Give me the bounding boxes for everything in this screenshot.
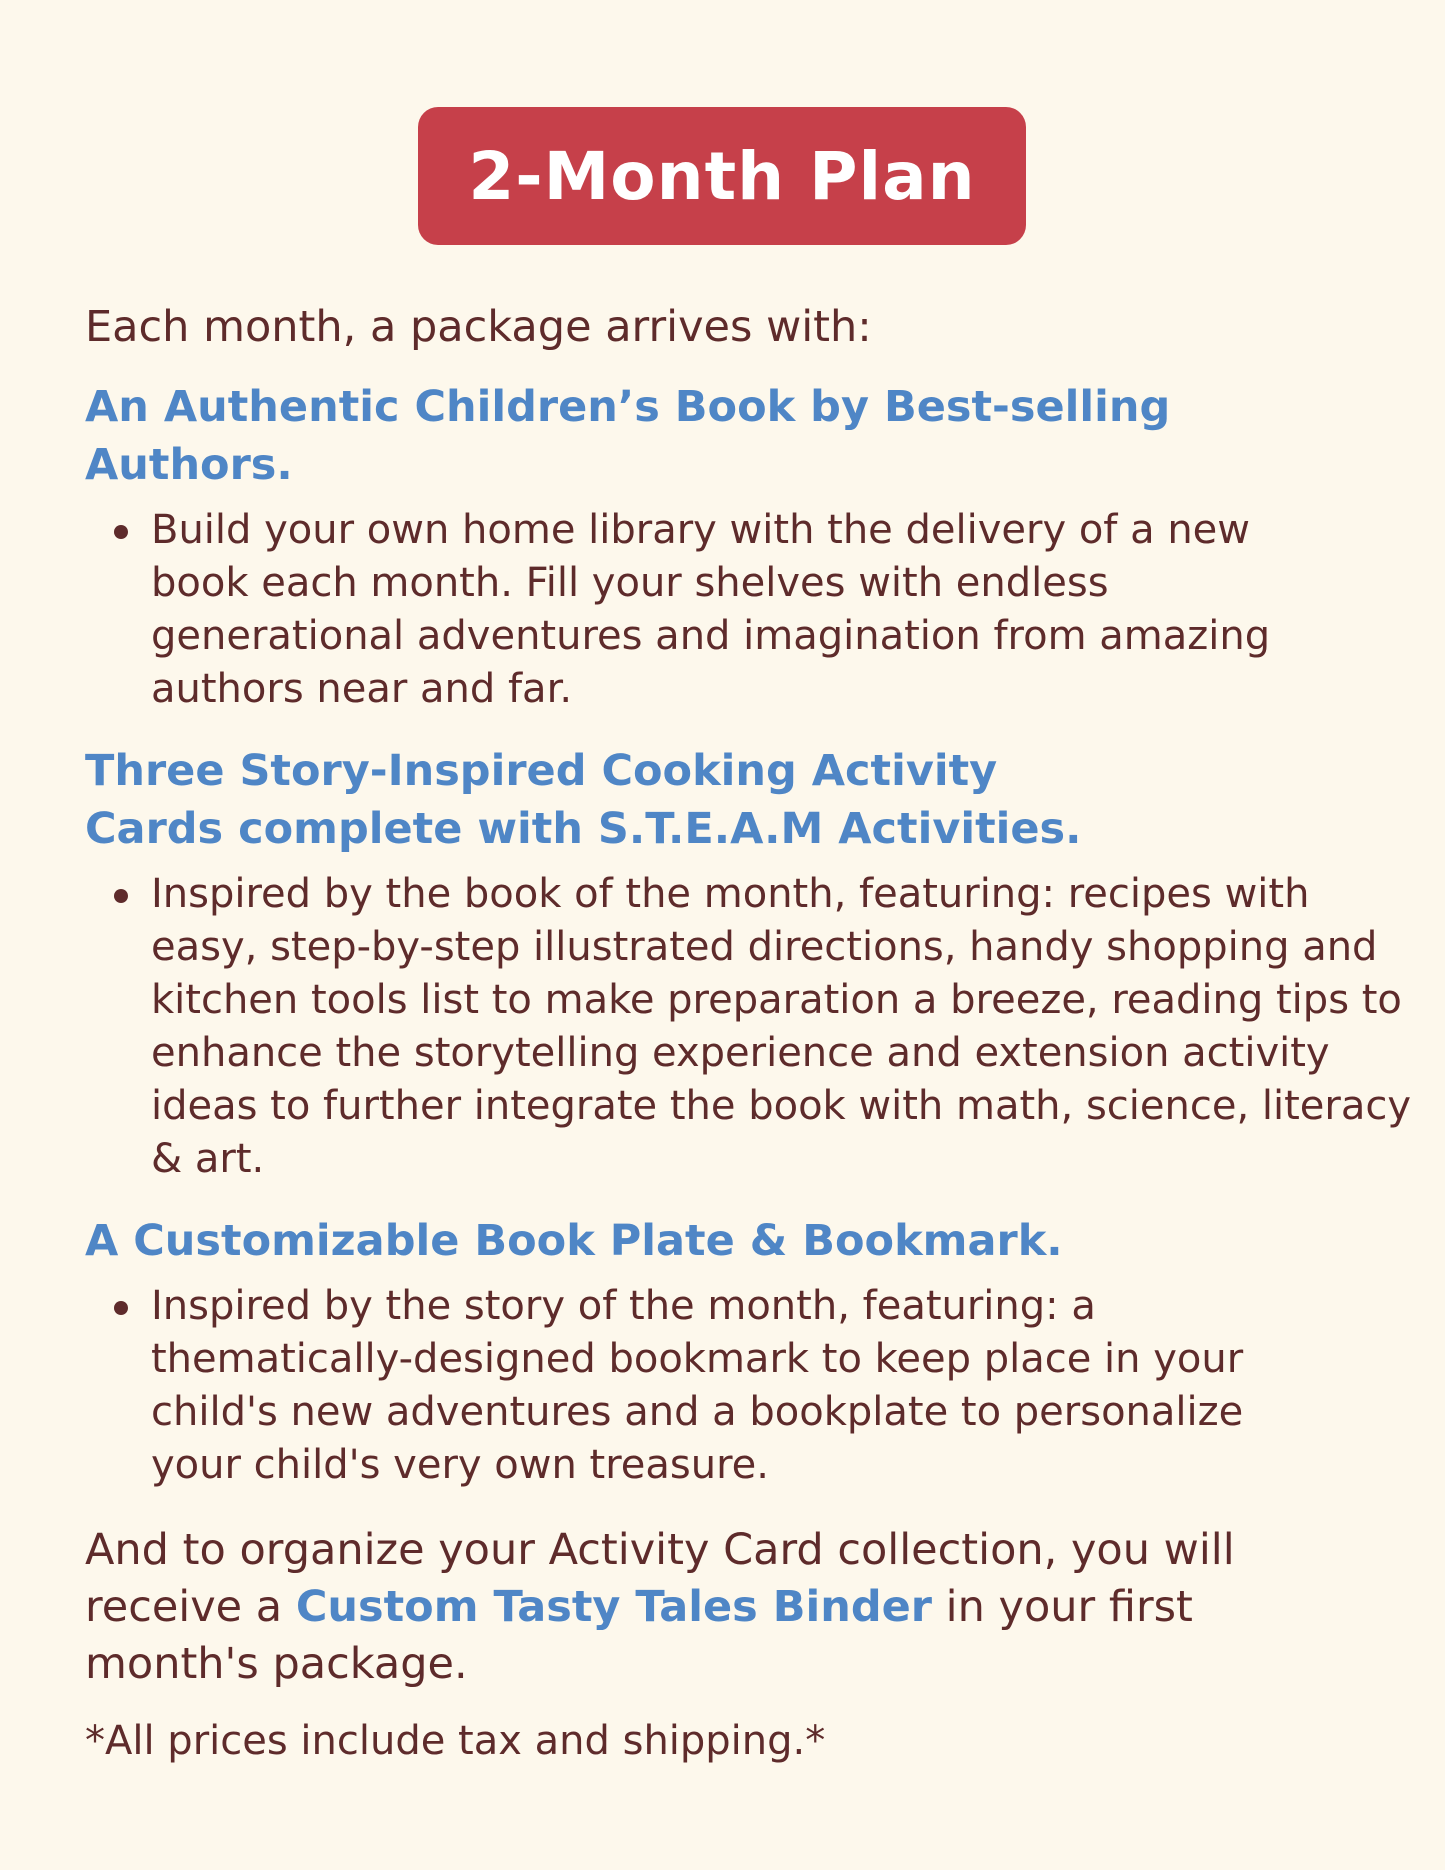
list-item xyxy=(85,504,1331,716)
section-heading-book: An Authentic Children’s Book by Best-selling Authors. xyxy=(85,381,1171,490)
plan-content xyxy=(85,300,1412,1767)
bullet-text: Inspired by the book of the month, featuring: recipes with easy, step-by-step illustrated directions, handy shopping and kitchen tools list to make preparation a breeze, reading tips to enhance the storytelling experience and extension activity ideas to further integrate the book with math, science, literacy & art. xyxy=(151,871,1412,1183)
bullet-icon xyxy=(114,525,128,539)
footnote: *All prices include tax and shipping.* xyxy=(85,1718,826,1765)
section-heading-cards: Three Story-Inspired Cooking Activity Cards complete with S.T.E.A.M Activities. xyxy=(85,745,1082,855)
closing-after: in your first month's package. xyxy=(85,1582,1193,1690)
list-item xyxy=(85,868,1421,1186)
bullet-text: Build your own home library with the delivery of a new book each month. Fill your shelves with endless generational adventures and imagination from amazing authors near and far. xyxy=(151,506,1271,712)
plan-title-badge xyxy=(418,107,1026,245)
section-list-book xyxy=(85,504,1385,716)
section-list-cards xyxy=(85,868,1412,1186)
bullet-icon xyxy=(114,1301,128,1315)
intro-text: Each month, a package arrives with: xyxy=(85,302,872,352)
section-bookplate xyxy=(85,1212,1385,1492)
section-list-bookplate xyxy=(85,1280,1385,1492)
plan-title: 2-Month Plan xyxy=(468,137,976,215)
section-heading-bookplate: A Customizable Book Plate & Bookmark. xyxy=(85,1216,1063,1267)
closing-before: And to organize your Activity Card collection, you will receive a xyxy=(85,1525,1235,1633)
section-cards xyxy=(85,742,1412,1186)
binder-highlight: Custom Tasty Tales Binder xyxy=(295,1582,932,1633)
bullet-icon xyxy=(114,889,128,903)
closing-text xyxy=(85,1522,1325,1693)
bullet-text: Inspired by the story of the month, featuring: a thematically-designed bookmark to keep place in your child's new adventures and a bookplate to personalize your child's very own treasure. xyxy=(151,1283,1244,1489)
list-item xyxy=(85,1280,1311,1492)
section-book xyxy=(85,378,1385,716)
